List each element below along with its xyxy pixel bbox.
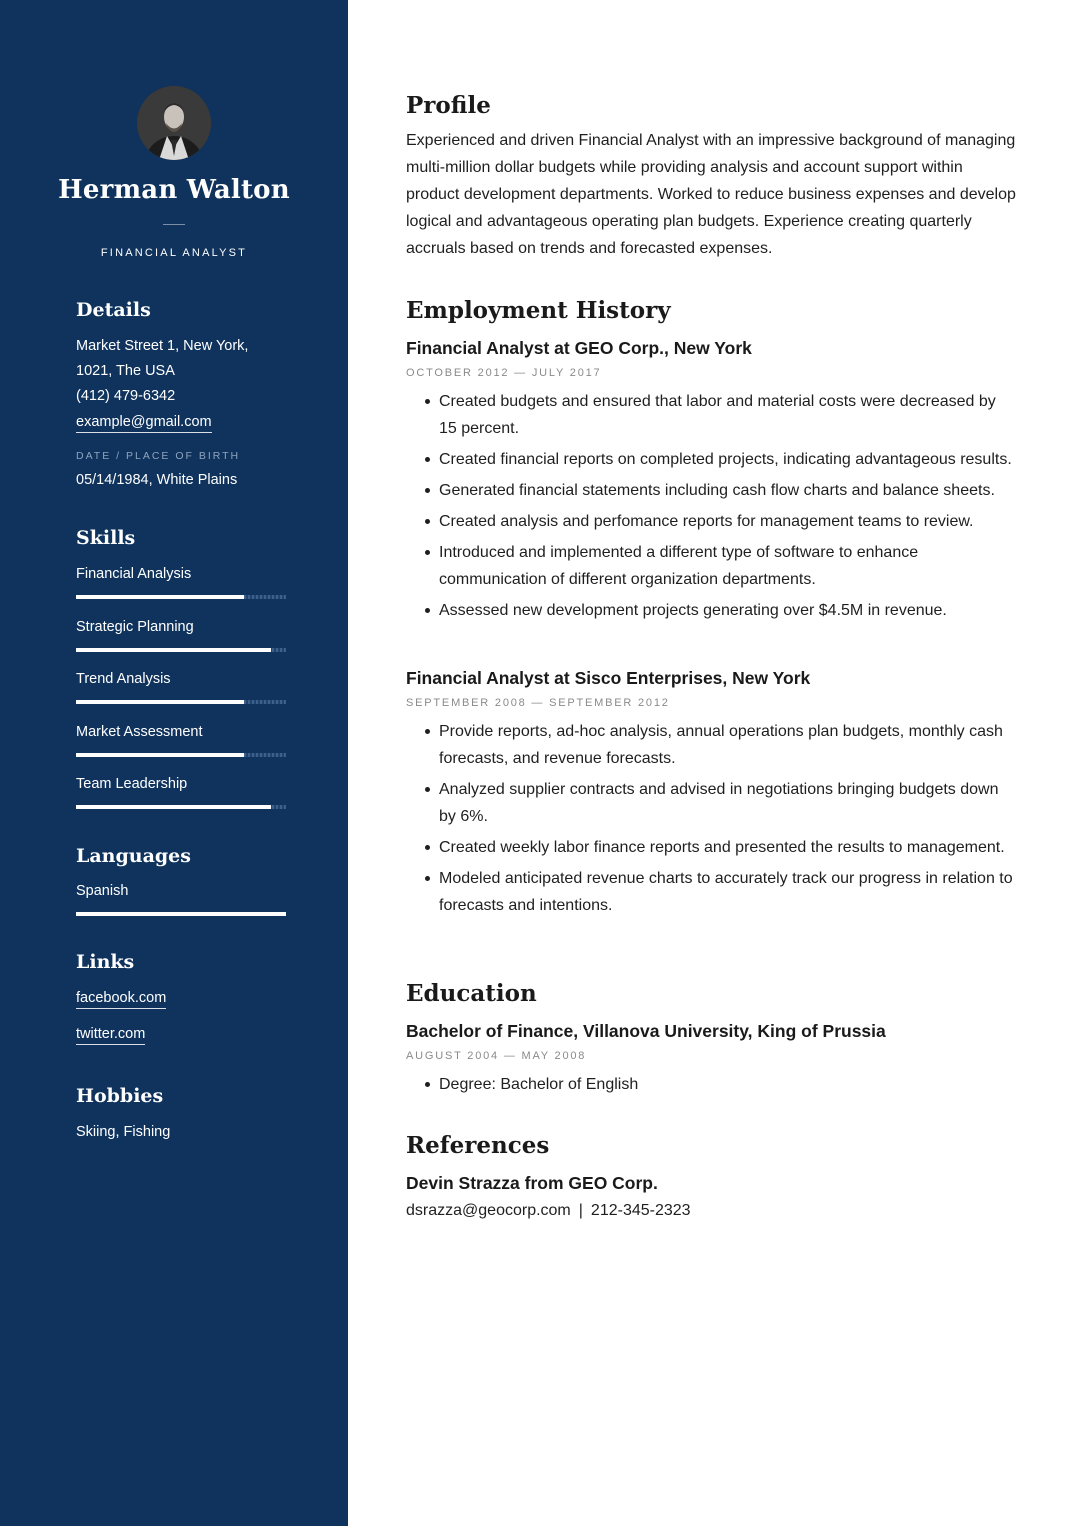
facebook-link[interactable]: facebook.com xyxy=(76,990,166,1009)
name-divider xyxy=(163,224,185,225)
job-title: FINANCIAL ANALYST xyxy=(100,247,248,259)
phone-number: (412) 479-6342 xyxy=(76,388,176,404)
list-item: Generated financial statements including cash flow charts and balance sheets. xyxy=(406,477,1016,504)
skill-bar-fill xyxy=(76,805,271,809)
references-heading: References xyxy=(406,1132,550,1159)
job-bullet-list xyxy=(406,388,1016,628)
reference-contact xyxy=(406,1202,691,1220)
language-bar xyxy=(76,912,286,916)
job-title-heading: Financial Analyst at Sisco Enterprises, New York xyxy=(406,668,811,688)
skills-heading: Skills xyxy=(76,527,136,549)
address-line-2: 1021, The USA xyxy=(76,363,175,379)
reference-phone: 212-345-2323 xyxy=(590,1202,691,1219)
avatar-photo xyxy=(137,86,211,160)
candidate-name: Herman Walton xyxy=(58,175,290,205)
skill-bar xyxy=(76,805,286,809)
skill-bar xyxy=(76,648,286,652)
email-link[interactable]: example@gmail.com xyxy=(76,414,212,433)
list-item: Introduced and implemented a different type of software to enhance communication of different organization departments. xyxy=(406,539,1016,593)
skill-bar xyxy=(76,700,286,704)
sidebar xyxy=(0,0,348,1526)
address-line-1: Market Street 1, New York, xyxy=(76,338,249,354)
skill-bar xyxy=(76,753,286,757)
skill-label: Team Leadership xyxy=(76,776,188,792)
job-dates: OCTOBER 2012 — JULY 2017 xyxy=(406,367,602,379)
skill-bar-fill xyxy=(76,648,271,652)
list-item: Degree: Bachelor of English xyxy=(406,1071,1016,1098)
details-heading: Details xyxy=(76,299,151,321)
reference-email: dsrazza@geocorp.com xyxy=(406,1202,571,1219)
skill-bar-fill xyxy=(76,753,244,757)
list-item: Modeled anticipated revenue charts to accurately track our progress in relation to forecasts and intentions. xyxy=(406,865,1016,919)
list-item: Created weekly labor finance reports and presented the results to management. xyxy=(406,834,1016,861)
education-dates: AUGUST 2004 — MAY 2008 xyxy=(406,1050,587,1062)
education-heading: Education xyxy=(406,980,537,1007)
links-heading: Links xyxy=(76,951,135,973)
job-title-heading: Financial Analyst at GEO Corp., New York xyxy=(406,338,752,358)
list-item: Provide reports, ad-hoc analysis, annual operations plan budgets, monthly cash forecasts, and revenue forecasts. xyxy=(406,718,1016,772)
employment-heading: Employment History xyxy=(406,297,671,324)
profile-heading: Profile xyxy=(406,92,491,119)
job-bullet-list xyxy=(406,718,1016,923)
reference-name: Devin Strazza from GEO Corp. xyxy=(406,1173,658,1193)
list-item: Created analysis and perfomance reports for management teams to review. xyxy=(406,508,1016,535)
hobbies-text: Skiing, Fishing xyxy=(76,1124,171,1140)
skill-bar-fill xyxy=(76,700,244,704)
list-item: Analyzed supplier contracts and advised in negotiations bringing budgets down by 6%. xyxy=(406,776,1016,830)
twitter-link[interactable]: twitter.com xyxy=(76,1026,145,1045)
profile-text: Experienced and driven Financial Analyst with an impressive background of managing multi-million dollar budgets while providing analysis and account support within product development departments. Worked to reduce business expenses and develop logical and advantageous operating plan budgets. Experience creating quarterly accruals based on trends and forecasted expenses. xyxy=(406,132,1016,257)
list-item: Assessed new development projects generating over $4.5M in revenue. xyxy=(406,597,1016,624)
list-item: Created financial reports on completed projects, indicating advantageous results. xyxy=(406,446,1016,473)
hobbies-heading: Hobbies xyxy=(76,1085,164,1107)
list-item: Created budgets and ensured that labor and material costs were decreased by 15 percent. xyxy=(406,388,1016,442)
birth-caption: DATE / PLACE OF BIRTH xyxy=(76,450,241,462)
language-label: Spanish xyxy=(76,883,129,899)
languages-heading: Languages xyxy=(76,845,191,867)
skill-label: Financial Analysis xyxy=(76,566,192,582)
language-bar-fill xyxy=(76,912,286,916)
reference-separator: | xyxy=(578,1202,583,1219)
job-dates: SEPTEMBER 2008 — SEPTEMBER 2012 xyxy=(406,697,670,709)
avatar xyxy=(137,86,211,160)
skill-bar-fill xyxy=(76,595,244,599)
skill-bar xyxy=(76,595,286,599)
degree-title: Bachelor of Finance, Villanova University, King of Prussia xyxy=(406,1021,886,1041)
birth-value: 05/14/1984, White Plains xyxy=(76,472,238,488)
skill-label: Market Assessment xyxy=(76,724,203,740)
education-bullet-list xyxy=(406,1071,1016,1102)
skill-label: Trend Analysis xyxy=(76,671,171,687)
skill-label: Strategic Planning xyxy=(76,619,194,635)
